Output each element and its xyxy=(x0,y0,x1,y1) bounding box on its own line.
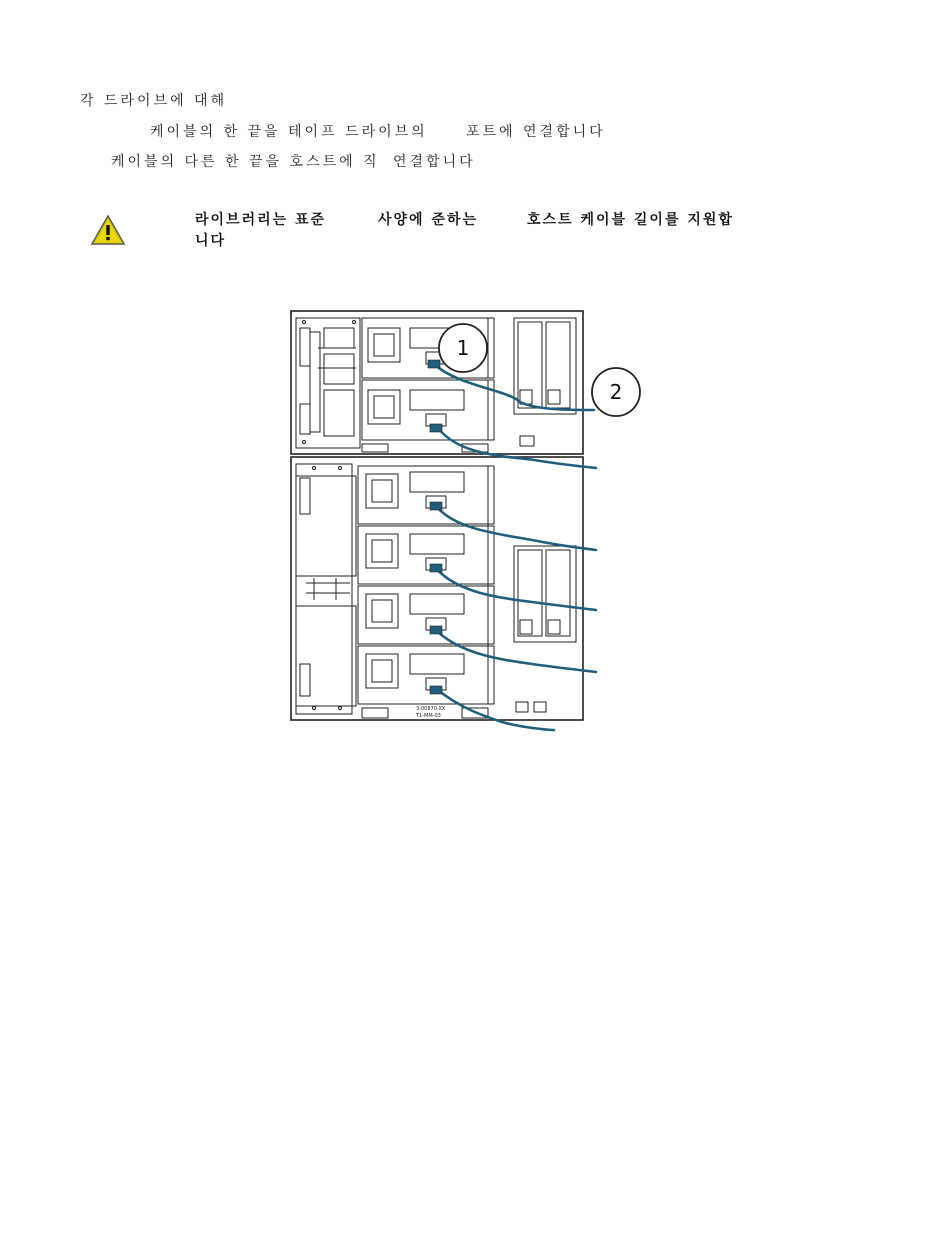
warning-text-a: 라이브러리는 표준 xyxy=(195,212,327,228)
callout-2-label: 2 xyxy=(609,380,623,404)
step2-text-b: 연결합니다 xyxy=(393,154,476,170)
warning-text-b: 사양에 준하는 xyxy=(378,212,479,228)
host-cable-6 xyxy=(438,690,554,730)
drive-port-5 xyxy=(430,626,442,634)
expansion-side-panel xyxy=(296,464,356,714)
control-module xyxy=(291,311,583,454)
drive-port-3 xyxy=(430,502,442,510)
drive-port-4 xyxy=(430,564,442,572)
figure-label-bottom: T1-MM-03 xyxy=(416,713,441,719)
drive-port-1 xyxy=(428,360,440,368)
power-supplies-upper xyxy=(514,318,576,446)
power-supplies-lower xyxy=(514,546,576,642)
step1-text-b: 포트에 연결합니다 xyxy=(466,124,606,140)
callout-1 xyxy=(439,324,487,372)
host-cable-5 xyxy=(436,630,596,672)
step2-text-a: 케이블의 다른 한 끝을 호스트에 직 xyxy=(111,154,380,170)
step1-text-a: 케이블의 한 끝을 테이프 드라이브의 xyxy=(150,124,428,140)
callout-1-label: 1 xyxy=(456,336,470,360)
figure-label-top: 3-00870-XX xyxy=(416,706,446,712)
steps-intro: 각 드라이브에 대해 xyxy=(80,93,228,109)
drive-port-2 xyxy=(430,424,442,432)
callout-2 xyxy=(592,368,640,416)
host-cable-4 xyxy=(436,568,596,610)
tape-drive-slots xyxy=(358,318,494,704)
warning-triangle-icon xyxy=(90,214,126,246)
host-cables xyxy=(434,364,596,730)
controller-blade xyxy=(296,318,360,448)
warning-text-d: 니다 xyxy=(195,233,227,249)
warning-text-c: 호스트 케이블 길이를 지원합 xyxy=(527,212,734,228)
library-rear-view-figure xyxy=(288,308,648,732)
host-cable-3 xyxy=(436,506,596,550)
drive-port-6 xyxy=(430,686,442,694)
